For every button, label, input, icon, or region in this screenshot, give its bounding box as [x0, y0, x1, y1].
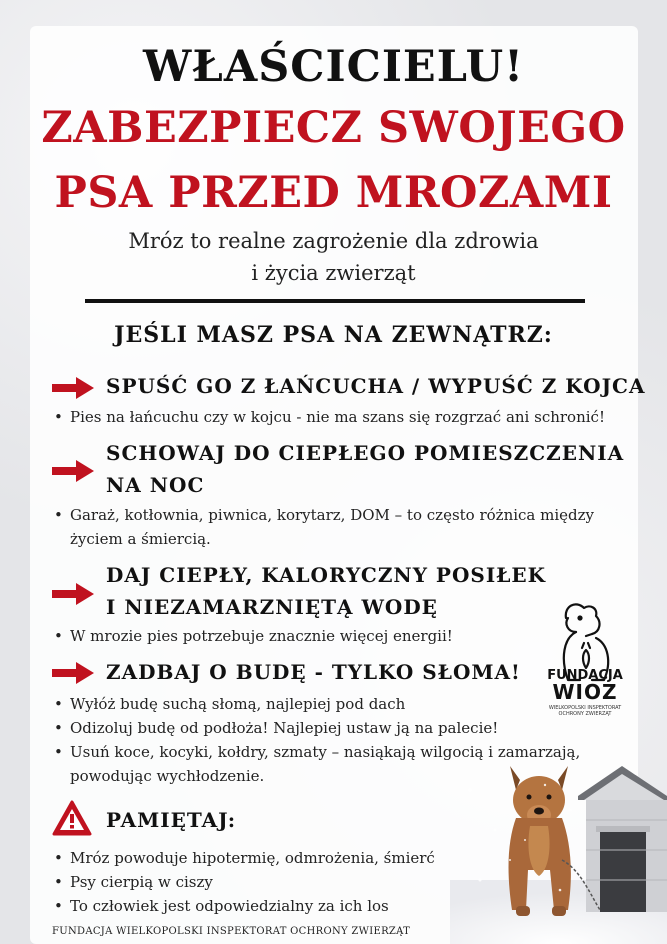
list-item: • Odizoluj budę od podłoża! Najlepiej ustaw ją na palecie! — [52, 716, 630, 740]
arrow-right-icon — [52, 377, 94, 399]
dog-kennel-photo — [450, 760, 667, 944]
step-2-heading-line-2: NA NOC — [106, 473, 205, 497]
step-2-bullets — [52, 503, 630, 551]
step-4-heading: ZADBAJ O BUDĘ - TYLKO SŁOMA! — [106, 660, 521, 684]
logo-sub-line-2: OCHRONY ZWIERZĄT — [558, 711, 612, 717]
subtitle-line-1: Mróz to realne zagrożenie dla zdrowia — [128, 229, 539, 253]
list-item: • Wyłóż budę suchą słomą, najlepiej pod dach — [52, 692, 630, 716]
step-2-heading-line-1: SCHOWAJ DO CIEPŁEGO POMIESZCZENIA — [106, 441, 625, 465]
logo-sub-line-1: WIELKOPOLSKI INSPEKTORAT — [548, 705, 622, 711]
remember-bullets — [52, 846, 435, 918]
logo-line-2: WIOZ — [552, 680, 618, 704]
footer-text: FUNDACJA WIELKOPOLSKI INSPEKTORAT OCHRONY ZWIERZĄT — [52, 926, 411, 937]
title-line-3: PSA PRZED MROZAMI — [54, 168, 613, 218]
logo-subtitle — [540, 705, 630, 717]
section-heading: JEŚLI MASZ PSA NA ZEWNĄTRZ: — [114, 322, 553, 348]
step-1-heading: SPUŚĆ GO Z ŁAŃCUCHA / WYPUŚĆ Z KOJCA — [106, 374, 646, 398]
list-item: • Garaż, kotłownia, piwnica, korytarz, DOM – to często różnica między życiem a śmiercią. — [52, 503, 630, 551]
arrow-right-icon — [52, 583, 94, 605]
list-item: • W mrozie pies potrzebuje znacznie więcej energii! — [52, 624, 453, 648]
step-3-bullets — [52, 624, 453, 648]
list-item: • Mróz powoduje hipotermię, odmrożenia, śmierć — [52, 846, 435, 870]
title-line-1: WŁAŚCICIELU! — [143, 42, 524, 92]
remember-heading: PAMIĘTAJ: — [106, 808, 237, 832]
logo-line-1: FUNDACJA — [547, 668, 623, 683]
divider — [85, 299, 585, 303]
title-line-2: ZABEZPIECZ SWOJEGO — [41, 103, 626, 153]
list-item: • Usuń koce, kocyki, kołdry, szmaty – nasiąkają wilgocią i zamarzają, powodując wychłodzenie. — [52, 740, 630, 788]
list-item: • Psy cierpią w ciszy — [52, 870, 435, 894]
step-1-bullets — [52, 405, 605, 429]
step-3-heading-line-2: I NIEZAMARZNIĘTĄ WODĘ — [106, 595, 438, 619]
dog-cat-logo-icon — [546, 568, 626, 728]
arrow-right-icon — [52, 662, 94, 684]
list-item: • Pies na łańcuchu czy w kojcu - nie ma szans się rozgrzać ani schronić! — [52, 405, 605, 429]
subtitle-line-2: i życia zwierząt — [251, 261, 416, 285]
step-3-heading-line-1: DAJ CIEPŁY, KALORYCZNY POSIŁEK — [106, 563, 547, 587]
arrow-right-icon — [52, 460, 94, 482]
warning-triangle-icon — [52, 800, 92, 836]
list-item: • To człowiek jest odpowiedzialny za ich los — [52, 894, 435, 918]
logo-wordmark — [545, 668, 625, 704]
